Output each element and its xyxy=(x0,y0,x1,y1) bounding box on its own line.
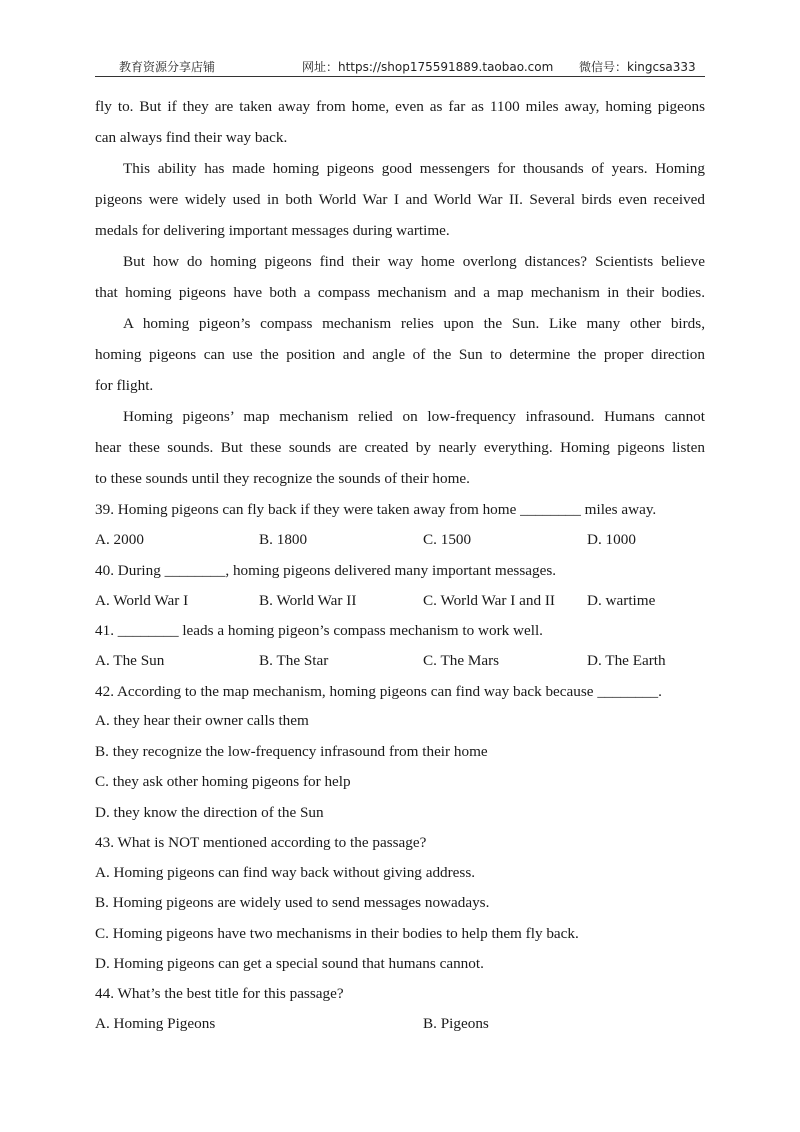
question-stem: 43. What is NOT mentioned according to the passage? xyxy=(95,834,427,851)
passage-line: medals for delivering important messages during wartime. xyxy=(95,222,450,239)
passage-line: for flight. xyxy=(95,377,154,394)
header-shop-name: 教育资源分享店铺 xyxy=(119,60,216,74)
option-b: B. 1800 xyxy=(259,531,308,548)
passage-line: homing pigeons can use the position and angle of the Sun to determine the proper direction xyxy=(95,346,705,363)
option-d: D. they know the direction of the Sun xyxy=(95,804,324,821)
question-stem: 44. What’s the best title for this passage? xyxy=(95,985,344,1002)
passage-line: fly to. But if they are taken away from home, even as far as 1100 miles away, homing pigeons xyxy=(95,98,705,115)
option-b: B. World War II xyxy=(259,592,357,609)
passage-line: A homing pigeon’s compass mechanism relies upon the Sun. Like many other birds, xyxy=(123,315,705,332)
option-d: D. 1000 xyxy=(587,531,636,548)
passage-line: This ability has made homing pigeons good messengers for thousands of years. Homing xyxy=(123,160,705,177)
header-wechat: 微信号：kingcsa333 xyxy=(579,60,696,74)
option-c: C. The Mars xyxy=(423,652,500,669)
option-c: C. Homing pigeons have two mechanisms in their bodies to help them fly back. xyxy=(95,925,579,942)
option-c: C. 1500 xyxy=(423,531,472,548)
option-b: B. The Star xyxy=(259,652,329,669)
passage-line: Homing pigeons’ map mechanism relied on low-frequency infrasound. Humans cannot xyxy=(123,408,705,425)
passage-line: can always find their way back. xyxy=(95,129,288,146)
header-website: 网址：https://shop175591889.taobao.com xyxy=(302,60,554,74)
passage-line: to these sounds until they recognize the sounds of their home. xyxy=(95,470,470,487)
passage-line: pigeons were widely used in both World War I and World War II. Several birds even received xyxy=(95,191,705,208)
option-a: A. Homing pigeons can find way back without giving address. xyxy=(95,864,476,881)
option-a: A. Homing Pigeons xyxy=(95,1015,216,1032)
option-b: B. Homing pigeons are widely used to send messages nowadays. xyxy=(95,894,490,911)
option-a: A. The Sun xyxy=(95,652,165,669)
passage-line: hear these sounds. But these sounds are created by nearly everything. Homing pigeons listen xyxy=(95,439,705,456)
question-stem: 40. During ________, homing pigeons delivered many important messages. xyxy=(95,562,557,579)
option-d: D. The Earth xyxy=(587,652,666,669)
option-a: A. World War I xyxy=(95,592,189,609)
option-d: D. Homing pigeons can get a special sound that humans cannot. xyxy=(95,955,484,972)
question-stem: 41. ________ leads a homing pigeon’s compass mechanism to work well. xyxy=(95,622,543,639)
page-header xyxy=(95,56,705,77)
question-stem: 39. Homing pigeons can fly back if they were taken away from home ________ miles away. xyxy=(95,501,657,518)
option-b: B. Pigeons xyxy=(423,1015,489,1032)
option-a: A. 2000 xyxy=(95,531,144,548)
option-d: D. wartime xyxy=(587,592,656,609)
option-c: C. World War I and II xyxy=(423,592,555,609)
option-a: A. they hear their owner calls them xyxy=(95,712,309,729)
option-c: C. they ask other homing pigeons for help xyxy=(95,773,351,790)
question-stem: 42. According to the map mechanism, homing pigeons can find way back because ________. xyxy=(95,683,662,700)
passage-line: But how do homing pigeons find their way home overlong distances? Scientists believe xyxy=(123,253,705,270)
passage-line: that homing pigeons have both a compass mechanism and a map mechanism in their bodies. xyxy=(95,284,705,301)
option-b: B. they recognize the low-frequency infrasound from their home xyxy=(95,743,488,760)
